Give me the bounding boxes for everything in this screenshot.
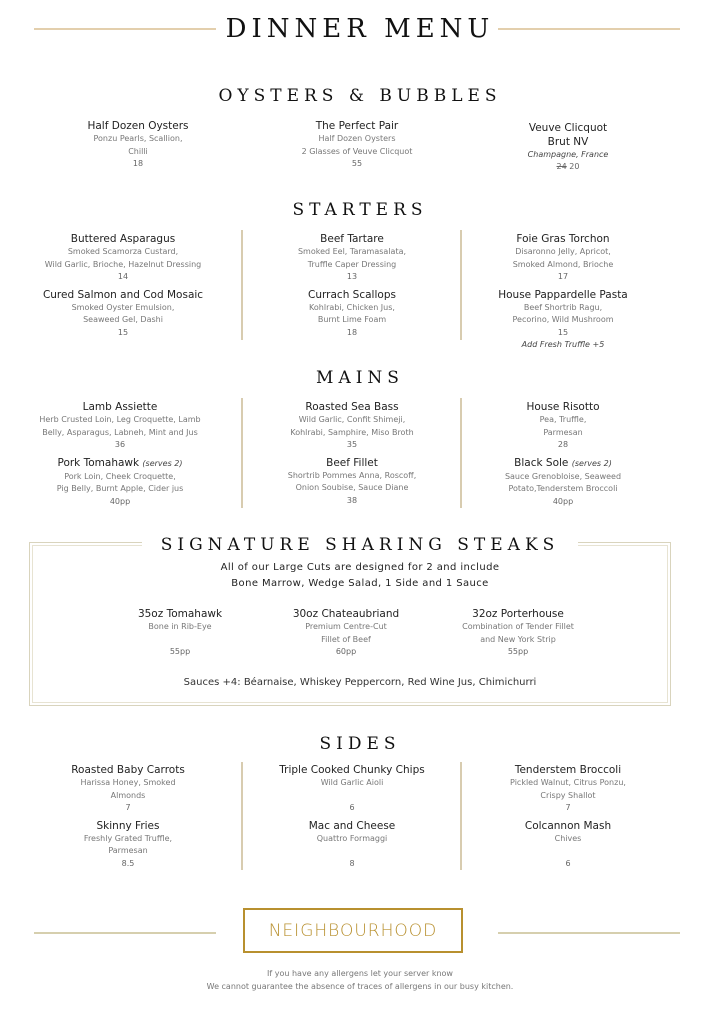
item-desc: Wild Garlic, Confit Shimeji, [298,415,406,424]
menu-item [246,607,446,659]
starters-col-1 [8,232,238,343]
item-desc: Quattro Formaggi [316,833,388,843]
item-desc: Almonds [110,790,146,800]
item-name: Cured Salmon and Cod Mosaic [42,288,204,301]
item-desc: Harissa Honey, Smoked [80,778,176,787]
menu-item [237,232,467,284]
item-desc: Sauce Grenobloise, Seaweed [504,471,622,481]
item-desc: 2 Glasses of Veuve Clicquot [301,146,413,156]
item-price: 6 [565,858,571,868]
serves-note: (serves 2) [142,458,183,468]
menu-item [453,121,683,174]
item-desc: Smoked Almond, Brioche [512,259,614,269]
oysters-col-1 [23,119,253,175]
section-title-sides: SIDES [319,734,401,754]
item-price: 15 [557,327,569,337]
section-title-mains: MAINS [316,368,404,388]
item-price: 36 [114,440,126,449]
item-name: Mac and Cheese [308,819,396,832]
item-desc: Seaweed Gel, Dashi [83,315,163,324]
item-price: 38 [346,495,358,505]
item-desc: Smoked Oyster Emulsion, [71,302,175,312]
item-name-text: Black Sole [514,456,569,469]
allergen-notice-line: We cannot guarantee the absence of traces of allergens in our busy kitchen. [206,981,514,991]
item-name: Half Dozen Oysters [87,120,189,132]
old-price: 24 [556,162,567,171]
neighbourhood-logo [243,908,463,953]
item-name: 32oz Porterhouse [472,608,564,620]
item-desc: Pork Loin, Cheek Croquette, [64,471,176,481]
steaks-col-2 [246,607,446,663]
item-desc: Pig Belly, Burnt Apple, Cider jus [56,484,184,493]
item-name: 35oz Tomahawk [137,608,223,620]
menu-item [237,288,467,340]
item-desc [237,845,467,858]
item-name-line2: Brut NV [547,136,589,148]
menu-item [418,607,618,659]
item-name: House Pappardelle Pasta [498,288,628,301]
item-name-text: Pork Tomahawk [57,456,140,469]
item-price: 55 [351,159,363,168]
item-desc: Potato,Tenderstem Broccoli [508,484,618,493]
item-name: Foie Gras Torchon [516,233,610,245]
section-title-steaks: SIGNATURE SHARING STEAKS [160,535,560,555]
menu-item [453,819,683,871]
item-price: 17 [557,272,569,281]
item-desc: Burnt Lime Foam [317,315,387,324]
oysters-col-3 [453,121,683,178]
item-desc [237,790,467,803]
item-price: 18 [132,159,144,168]
item-name: Triple Cooked Chunky Chips [279,764,425,776]
item-desc: Kohlrabi, Samphire, Miso Broth [290,427,414,437]
sides-col-1 [13,763,243,874]
menu-item [237,819,467,871]
oysters-col-2 [242,119,472,175]
menu-item [448,288,678,352]
item-desc: Fillet of Beef [321,634,371,644]
item-desc: Parmesan [108,846,148,855]
section-title-starters: STARTERS [292,200,428,220]
menu-item [8,288,238,340]
starters-col-2 [237,232,467,343]
steaks-col-3 [418,607,618,663]
item-price: 40pp [552,496,574,506]
menu-item [23,119,253,171]
steaks-intro [0,560,720,592]
steak-sauces: Sauces +4: Béarnaise, Whiskey Peppercorn, Red Wine Jus, Chimichurri [183,677,537,688]
item-name: The Perfect Pair [315,120,399,132]
item-desc: Pea, Truffle, [539,415,587,424]
item-price: 6 [349,803,355,812]
item-desc: Disaronno Jelly, Apricot, [515,247,611,256]
menu-item [8,232,238,284]
item-name: Currach Scallops [308,288,396,301]
item-price: 7 [565,803,571,812]
menu-item [448,456,678,509]
item-desc: Truffle Caper Dressing [307,259,397,269]
item-desc: Bone in Rib-Eye [148,622,212,631]
mains-col-2 [237,400,467,511]
item-price: 35 [346,440,358,449]
item-price [453,161,683,174]
item-addon-note: Add Fresh Truffle +5 [521,340,605,349]
item-price: 13 [346,272,358,281]
menu-item [237,400,467,452]
item-price: 28 [557,440,569,449]
menu-item [237,763,467,815]
footer-rule-right [498,932,680,934]
item-desc: Premium Centre-Cut [305,622,387,631]
item-desc: Kohlrabi, Chicken Jus, [309,302,395,312]
item-desc: Crispy Shallot [540,790,596,800]
steaks-intro-line: All of our Large Cuts are designed for 2 and include [220,562,500,573]
item-name: House Risotto [526,401,600,413]
item-desc: Wild Garlic, Brioche, Hazelnut Dressing [44,259,202,269]
serves-note: (serves 2) [571,458,612,468]
item-price: 8 [349,858,355,868]
item-desc: Combination of Tender Fillet [462,622,574,631]
footer-rule-left [34,932,216,934]
item-desc: Smoked Eel, Taramasalata, [297,247,407,256]
item-price: 55pp [507,647,529,656]
item-name: Skinny Fries [96,819,160,832]
item-name [448,456,678,471]
item-name: Buttered Asparagus [70,233,176,245]
allergen-notice [0,968,720,993]
item-desc [453,845,683,858]
allergen-notice-line: If you have any allergens let your server know [267,969,453,978]
item-price: 60pp [335,647,357,656]
item-desc: Smoked Scamorza Custard, [67,247,179,256]
item-desc: Parmesan [543,427,583,437]
item-desc: Half Dozen Oysters [318,134,396,143]
item-price: 40pp [109,496,131,506]
menu-item [242,119,472,171]
item-origin: Champagne, France [527,150,609,159]
item-name: Veuve Clicquot [528,122,608,134]
sides-col-2 [237,763,467,874]
new-price: 20 [569,162,580,171]
mains-col-1 [5,400,235,512]
item-desc: Chives [554,833,582,843]
item-name: Roasted Baby Carrots [71,764,185,776]
steaks-intro-line: Bone Marrow, Wedge Salad, 1 Side and 1 Sauce [231,578,489,589]
menu-item [448,232,678,284]
menu-item [237,456,467,508]
item-name [5,456,235,471]
item-desc: Onion Soubise, Sauce Diane [295,483,409,492]
section-title-oysters: OYSTERS & BUBBLES [218,86,502,106]
item-desc: Ponzu Pearls, Scallion, [93,134,183,143]
logo-text: NEIGHBOURHOOD [268,920,438,941]
item-desc: Pickled Walnut, Citrus Ponzu, [510,778,626,787]
menu-item [5,456,235,509]
item-price: 7 [125,803,131,812]
menu-item [448,400,678,452]
item-price: 18 [346,327,358,337]
item-desc: Freshly Grated Truffle, [83,833,173,843]
item-price: 14 [117,272,129,281]
item-price: 8.5 [121,858,135,868]
item-desc: Pecorino, Wild Mushroom [512,315,614,324]
menu-title: DINNER MENU [225,14,495,44]
item-name: Tenderstem Broccoli [514,764,622,776]
item-name: Beef Tartare [320,233,384,245]
item-desc: Shortrib Pommes Anna, Roscoff, [287,470,417,480]
item-name: Roasted Sea Bass [305,401,399,413]
item-name: 30oz Chateaubriand [292,608,400,620]
item-desc: Chilli [128,146,148,156]
menu-item [13,819,243,871]
menu-item [5,400,235,452]
mains-col-3 [448,400,678,512]
item-desc: Beef Shortrib Ragu, [523,302,603,312]
item-price: 55pp [169,647,191,656]
starters-col-3 [448,232,678,355]
item-desc: Herb Crusted Loin, Leg Croquette, Lamb [39,415,201,424]
menu-item [453,763,683,815]
item-name: Beef Fillet [326,456,378,469]
item-name: Colcannon Mash [524,819,612,832]
menu-item [13,763,243,815]
sides-col-3 [453,763,683,874]
item-price: 15 [117,327,129,337]
item-desc: Wild Garlic Aioli [320,778,384,787]
item-desc: Belly, Asparagus, Labneh, Mint and Jus [42,427,198,437]
item-name: Lamb Assiette [82,401,158,413]
item-desc: and New York Strip [480,634,556,644]
